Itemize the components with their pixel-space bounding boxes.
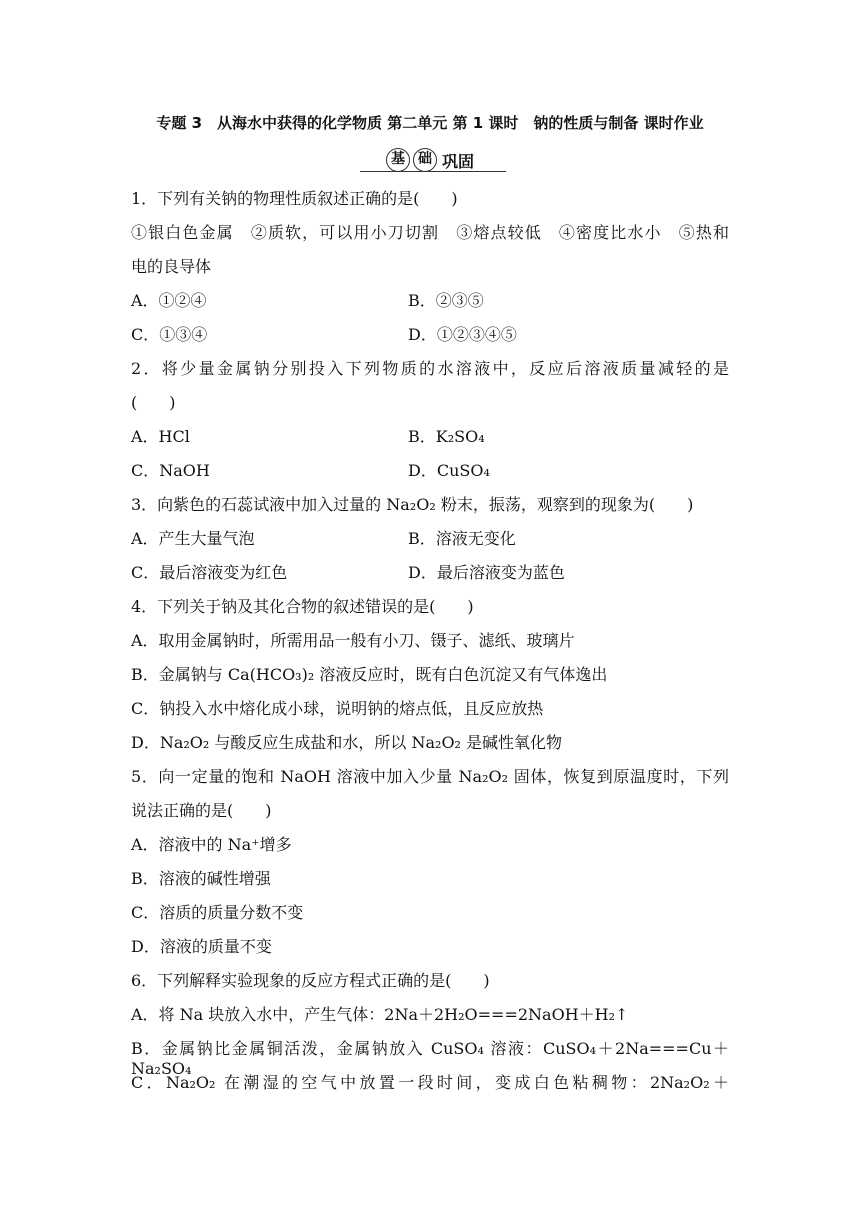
banner-underline bbox=[360, 171, 506, 172]
q3-stem: 3．向紫色的石蕊试液中加入过量的 Na₂O₂ 粉末，振荡，观察到的现象为( ) bbox=[131, 495, 694, 514]
q6-stem: 6．下列解释实验现象的反应方程式正确的是( ) bbox=[131, 971, 490, 990]
q4-option-c: C．钠投入水中熔化成小球，说明钠的熔点低，且反应放热 bbox=[131, 699, 544, 718]
q1-option-b: B．②③⑤ bbox=[408, 291, 484, 310]
q5-option-b: B．溶液的碱性增强 bbox=[131, 869, 271, 888]
q5-option-a: A．溶液中的 Na⁺增多 bbox=[131, 835, 292, 854]
q2-option-a: A．HCl bbox=[131, 427, 190, 446]
q1-stem: 1．下列有关钠的物理性质叙述正确的是( ) bbox=[131, 189, 458, 208]
q1-option-d: D．①②③④⑤ bbox=[408, 325, 517, 344]
q1-list-line-1: ①银白色金属 ②质软，可以用小刀切割 ③熔点较低 ④密度比水小 ⑤热和 bbox=[131, 223, 729, 242]
q5-stem-line-1: 5．向一定量的饱和 NaOH 溶液中加入少量 Na₂O₂ 固体，恢复到原温度时，下列 bbox=[131, 767, 729, 786]
q2-option-c: C．NaOH bbox=[131, 461, 210, 480]
q4-option-d: D．Na₂O₂ 与酸反应生成盐和水，所以 Na₂O₂ 是碱性氧化物 bbox=[131, 733, 563, 752]
q1-option-c: C．①③④ bbox=[131, 325, 208, 344]
q4-stem: 4．下列关于钠及其化合物的叙述错误的是( ) bbox=[131, 597, 474, 616]
q2-stem-line-1: 2．将少量金属钠分别投入下列物质的水溶液中，反应后溶液质量减轻的是 bbox=[131, 359, 729, 378]
q6-option-c: C．Na₂O₂ 在潮湿的空气中放置一段时间，变成白色粘稠物：2Na₂O₂＋ bbox=[131, 1073, 729, 1092]
banner-circle-char-1: 基 bbox=[386, 148, 410, 172]
q3-option-c: C．最后溶液变为红色 bbox=[131, 563, 288, 582]
q1-list-line-2: 电的良导体 bbox=[131, 257, 212, 276]
q3-option-b: B．溶液无变化 bbox=[408, 529, 516, 548]
q6-option-a: A．将 Na 块放入水中，产生气体：2Na＋2H₂O===2NaOH＋H₂↑ bbox=[131, 1005, 629, 1024]
q5-stem-line-2: 说法正确的是( ) bbox=[131, 801, 272, 820]
q1-option-a: A．①②④ bbox=[131, 291, 207, 310]
q5-option-c: C．溶质的质量分数不变 bbox=[131, 903, 304, 922]
section-banner bbox=[360, 146, 510, 174]
page-header-title: 专题 3 从海水中获得的化学物质 第二单元 第 1 课时 钠的性质与制备 课时作业 bbox=[156, 114, 704, 132]
q3-option-d: D．最后溶液变为蓝色 bbox=[408, 563, 565, 582]
q2-option-b: B．K₂SO₄ bbox=[408, 427, 485, 446]
q6-option-b: B．金属钠比金属铜活泼，金属钠放入 CuSO₄ 溶液：CuSO₄＋2Na===Cu＋Na₂SO₄ bbox=[131, 1039, 729, 1078]
q5-option-d: D．溶液的质量不变 bbox=[131, 937, 272, 956]
banner-circle-char-2: 础 bbox=[413, 148, 437, 172]
q2-option-d: D．CuSO₄ bbox=[408, 461, 490, 480]
q2-stem-line-2: ( ) bbox=[131, 393, 176, 412]
q4-option-b: B．金属钠与 Ca(HCO₃)₂ 溶液反应时，既有白色沉淀又有气体逸出 bbox=[131, 665, 608, 684]
banner-title-rest: 巩固 bbox=[442, 152, 475, 171]
q4-option-a: A．取用金属钠时，所需用品一般有小刀、镊子、滤纸、玻璃片 bbox=[131, 631, 575, 650]
q3-option-a: A．产生大量气泡 bbox=[131, 529, 255, 548]
